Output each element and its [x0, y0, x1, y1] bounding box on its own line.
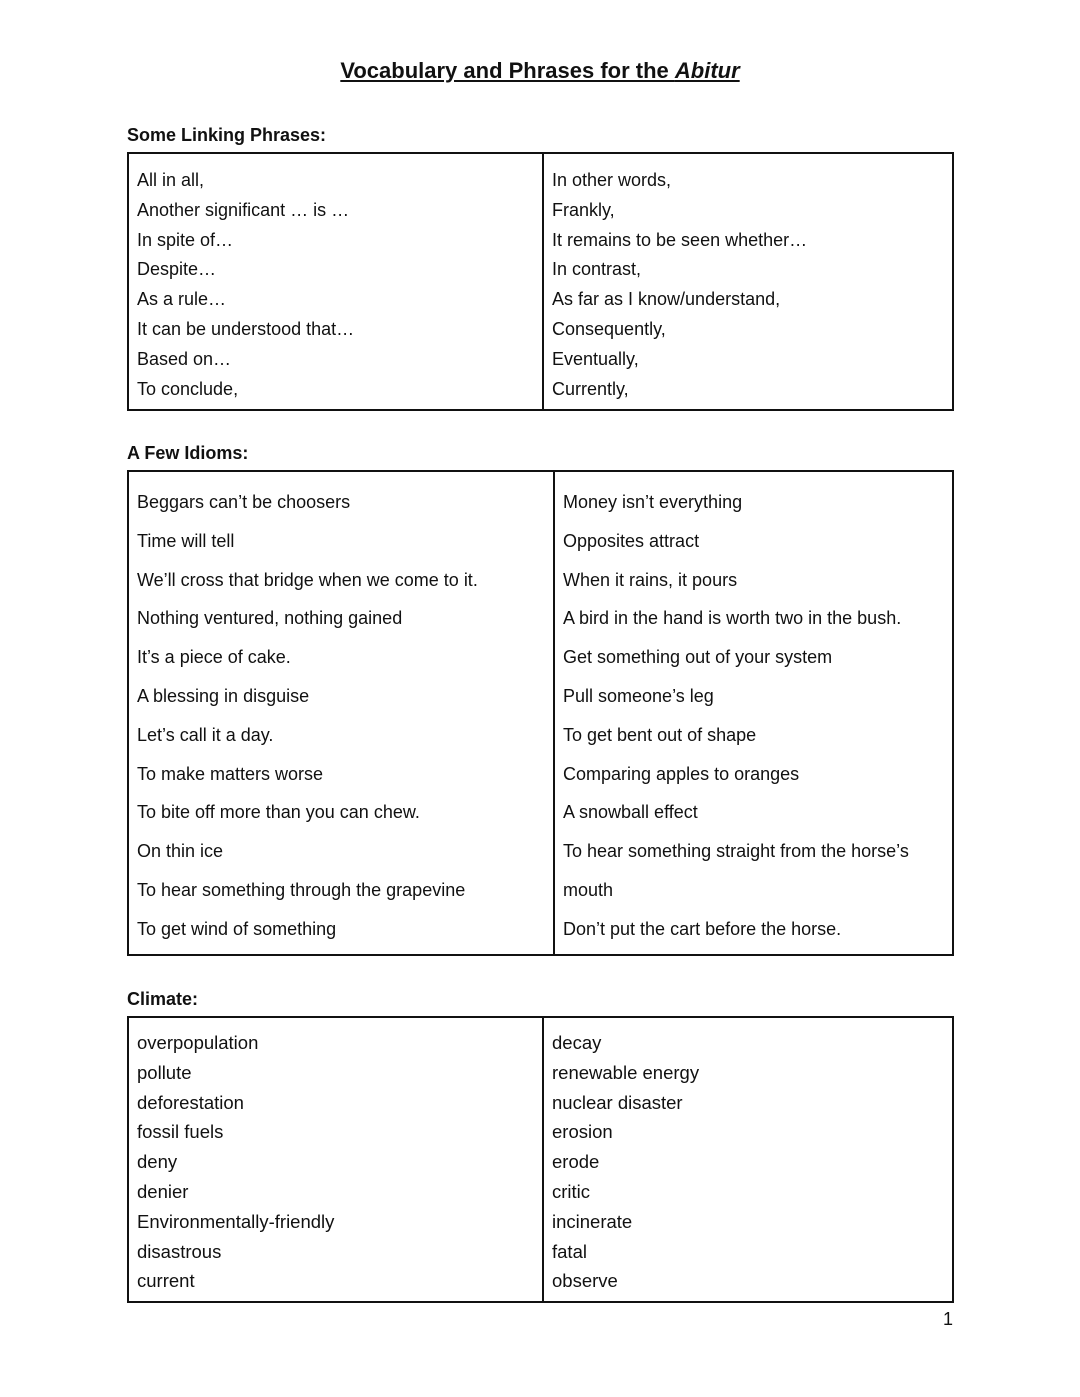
- idioms-right-column: [553, 472, 952, 954]
- climate-heading: Climate:: [127, 989, 199, 1009]
- list-item: fossil fuels: [137, 1121, 224, 1143]
- list-item: fatal: [552, 1240, 587, 1262]
- list-item: overpopulation: [137, 1032, 259, 1053]
- list-item: Opposites attract: [563, 530, 700, 551]
- list-item: deforestation: [137, 1091, 244, 1113]
- list-item: Nothing ventured, nothing gained: [137, 608, 403, 629]
- climate-table: [127, 1016, 954, 1303]
- list-item: In other words,: [552, 170, 672, 190]
- list-item: A blessing in disguise: [137, 685, 310, 706]
- list-item: erosion: [552, 1121, 613, 1143]
- list-item: deny: [137, 1151, 178, 1173]
- list-item: Let’s call it a day.: [137, 724, 274, 745]
- title-main: Vocabulary and Phrases for the: [340, 58, 675, 83]
- linking-heading: Some Linking Phrases:: [127, 125, 327, 145]
- list-item: observe: [552, 1270, 618, 1292]
- list-item: To get wind of something: [137, 918, 337, 939]
- list-item: decay: [552, 1032, 602, 1053]
- page-number: 1: [943, 1309, 954, 1329]
- list-item: Pull someone’s leg: [563, 685, 714, 706]
- linking-right-column: [542, 154, 952, 409]
- list-item: To hear something straight from the horse’s: [563, 841, 909, 862]
- list-item: Don’t put the cart before the horse.: [563, 918, 842, 939]
- list-item: To get bent out of shape: [563, 724, 757, 745]
- list-item: A bird in the hand is worth two in the bush.: [563, 608, 902, 629]
- idioms-table: [127, 470, 954, 956]
- list-item: current: [137, 1270, 195, 1292]
- list-item: Time will tell: [137, 530, 235, 551]
- list-item: It can be understood that…: [137, 318, 355, 339]
- list-item: As far as I know/understand,: [552, 289, 781, 310]
- linking-table: [127, 152, 954, 411]
- list-item: Money isn’t everything: [563, 492, 743, 512]
- idioms-heading: A Few Idioms:: [127, 443, 249, 463]
- list-item: On thin ice: [137, 841, 224, 862]
- list-item: erode: [552, 1151, 600, 1173]
- list-item: To bite off more than you can chew.: [137, 802, 420, 823]
- climate-left-column: [129, 1018, 542, 1301]
- list-item: To conclude,: [137, 378, 239, 399]
- list-item: To make matters worse: [137, 763, 324, 784]
- title-emphasis: Abitur: [674, 58, 740, 83]
- list-item: It remains to be seen whether…: [552, 229, 808, 250]
- idioms-left-column: [129, 472, 553, 954]
- list-item: Get something out of your system: [563, 647, 833, 668]
- list-item: renewable energy: [552, 1061, 700, 1083]
- list-item: Frankly,: [552, 199, 615, 220]
- list-item: denier: [137, 1180, 189, 1202]
- list-item: Another significant … is …: [137, 199, 350, 220]
- list-item: A snowball effect: [563, 802, 698, 823]
- list-item: Based on…: [137, 348, 232, 369]
- climate-right-column: [542, 1018, 952, 1301]
- list-item: nuclear disaster: [552, 1091, 683, 1113]
- linking-left-column: [129, 154, 542, 409]
- list-item: Despite…: [137, 259, 217, 280]
- list-item: We’ll cross that bridge when we come to it.: [137, 569, 478, 590]
- list-item: It’s a piece of cake.: [137, 647, 291, 668]
- list-item: Environmentally-friendly: [137, 1210, 335, 1232]
- list-item: incinerate: [552, 1210, 633, 1232]
- list-item: As a rule…: [137, 289, 227, 310]
- list-item: pollute: [137, 1061, 192, 1083]
- list-item: To hear something through the grapevine: [137, 879, 466, 900]
- list-item: Currently,: [552, 378, 629, 399]
- list-item: critic: [552, 1180, 591, 1202]
- list-item: mouth: [563, 879, 614, 900]
- list-item: All in all,: [137, 170, 205, 190]
- list-item: Consequently,: [552, 318, 666, 339]
- list-item: Eventually,: [552, 348, 639, 369]
- list-item: When it rains, it pours: [563, 569, 738, 590]
- list-item: disastrous: [137, 1240, 222, 1262]
- list-item: Beggars can’t be choosers: [137, 492, 351, 512]
- list-item: Comparing apples to oranges: [563, 763, 800, 784]
- list-item: In spite of…: [137, 229, 234, 250]
- page-title: [0, 58, 1080, 84]
- list-item: In contrast,: [552, 259, 642, 280]
